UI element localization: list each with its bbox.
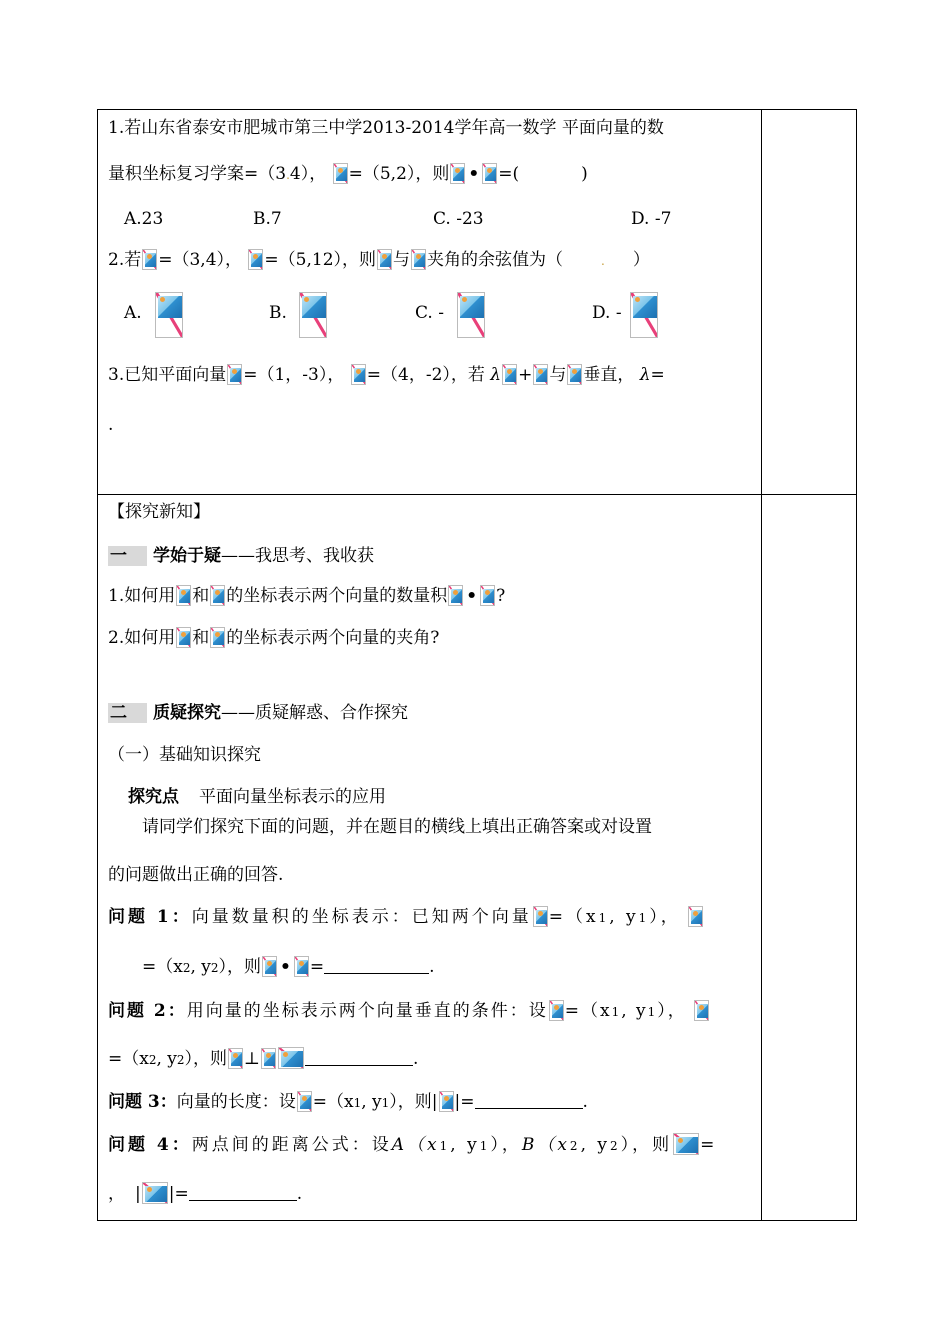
vector-b-image-icon [480,585,495,606]
vector-b-image-icon [210,585,225,606]
answer-blank-4[interactable] [189,1182,297,1201]
problem1-eq-c: ）， [649,907,681,927]
vector-a-image-icon [450,163,465,184]
q2-text-b: =（3,4）， [158,250,243,270]
problem1-l2-a: =（x [142,957,183,977]
vector-a-image-icon [227,364,242,385]
vector-a-image-icon [549,1000,564,1021]
fraction-image-icon [457,292,485,338]
plus-sign: + [518,365,533,385]
problem4-end: . [296,1184,303,1204]
heading-two-tail: ——质疑解惑、合作探究 [221,703,408,723]
abs-bar: | [431,1092,438,1112]
section-title-text: 【探究新知】 [108,502,210,522]
problem1-l2-c: ），则 [218,957,262,977]
answer-blank-3[interactable] [475,1090,583,1109]
dot-operator: • [280,957,291,977]
mark-icon: . [286,168,290,182]
vector-a-image-icon [297,1091,312,1112]
q3-text-b: =（1，-3）， [243,365,345,385]
vector-a-image-icon [142,249,157,270]
vector-b-image-icon [688,906,703,927]
vector-b-image-icon [533,364,548,385]
vector-b-image-icon [482,163,497,184]
problem1-l2-b: , y [190,957,211,977]
vector-ab-image-icon [142,1182,168,1204]
q1-option-a: A.23 [124,209,164,229]
problem3-eq-c: ），则 [389,1092,432,1112]
vector-b-image-icon [333,163,348,184]
problem4-b: , y [450,1135,480,1155]
perpendicular-symbol: ⊥ [244,1049,261,1069]
fraction-image-icon [155,292,183,338]
vector-b-image-icon [694,1000,709,1021]
problem4-g: = [700,1135,718,1155]
q1-option-b: B.7 [253,209,282,229]
vector-ab-image-icon [673,1133,699,1155]
q1-option-d: D. -7 [631,209,672,229]
vector-a-image-icon [228,1048,243,1069]
problem4-l2-a: ， [108,1184,125,1204]
mark-icon: . [601,254,605,268]
subheading-text: （一）基础知识探究 [108,745,261,765]
heading-one-title: 学始于疑 [153,546,221,566]
lambda-symbol: λ [639,365,651,385]
condition-image-icon [278,1047,304,1069]
problem4-text: 两点间的距离公式：设 [191,1135,392,1155]
explore-point-text: 平面向量坐标表示的应用 [199,787,386,807]
q1-text-2b: 4）， [289,164,327,184]
intro-line1 [142,816,652,838]
problem1-label: 问题 1： [108,907,192,927]
vector-b-image-icon [294,956,309,977]
q1-text-2a: 量积坐标复习学案=（3 [108,164,287,184]
q3-period: . [108,415,114,435]
problem4-f: ），则 [620,1135,673,1155]
q2-line [108,249,650,272]
q3-text-d: 与 [549,365,567,385]
problem2-line1: 问题 2：用向量的坐标表示两个向量垂直的条件：设 =（x1, y1）， [108,1000,710,1023]
q2-option-a: A. [124,303,142,323]
vector-a-image-icon [176,627,191,648]
vector-a-image-icon [448,585,463,606]
fraction-image-icon [630,292,658,338]
q3-text-e: 垂直， [583,365,635,385]
lambda-symbol: λ [490,365,502,385]
q2-text-c: =（5,12），则 [264,250,377,270]
problem2-l2-c: ），则 [184,1049,228,1069]
heading-two-label: 二 [108,703,147,723]
problem4-l2-b: |= [168,1184,189,1204]
problem4-line2 [108,1182,302,1205]
q2-text-a: 2.若 [108,250,142,270]
problem1-eq-b: , y [609,907,639,927]
explore-point-label: 探究点 [128,787,179,807]
q1-text-1: 1.若山东省泰安市肥城市第三中学2013-2014学年高一数学 平面向量的数 [108,118,664,138]
q1-line1 [108,117,664,139]
problem1-line1: 问题 1：向量数量积的坐标表示：已知两个向量 =（x1, y1）， [108,906,704,929]
q3-line2 [108,414,113,436]
problem3-text: 向量的长度：设 [176,1092,296,1112]
vector-b-image-icon [411,249,426,270]
heading-one-label: 一 [108,546,147,566]
study-q1 [108,585,505,607]
q2-option-d: D. - [592,303,622,323]
heading-one-tail: ——我思考、我收获 [221,546,374,566]
problem4-c: ）， [490,1135,522,1155]
vector-a-image-icon [262,956,277,977]
intro-line2 [108,864,283,886]
study-q2-c: 的坐标表示两个向量的夹角? [226,628,440,648]
point-b: B（x [521,1135,570,1155]
problem2-end: . [413,1049,419,1069]
study-q2 [108,627,439,649]
study-q1-c: 的坐标表示两个向量的数量积 [226,586,448,606]
q2-text-e: 夹角的余弦值为（ [427,250,564,270]
q1-text-2e: ) [581,164,588,184]
problem3-label: 问题 3： [108,1092,177,1112]
vector-b-image-icon [351,364,366,385]
problem2-l2-b: , y [156,1049,177,1069]
problem1-line2: =（x2, y2），则 • = . [142,957,435,977]
q2-option-b: B. [269,303,287,323]
q2-option-c: C. - [415,303,444,323]
vector-a-image-icon [439,1091,454,1112]
point-a: A（x [391,1135,440,1155]
answer-blank-1[interactable] [324,955,429,974]
answer-blank-2[interactable] [305,1047,413,1066]
column-divider [761,109,762,1221]
problem3-eq-b: , y [361,1092,382,1112]
vector-a-image-icon [567,364,582,385]
study-q2-a: 2.如何用 [108,628,176,648]
q2-text-f: ） [632,250,650,270]
intro-text-1: 请同学们探究下面的问题，并在题目的横线上填出正确答案或对设置 [142,817,652,837]
abs-bar: | [135,1184,141,1204]
heading-one [108,545,374,567]
vector-a-image-icon [176,585,191,606]
problem2-eq-c: ）， [657,1001,687,1021]
q3-text-a: 3.已知平面向量 [108,365,227,385]
intro-text-2: 的问题做出正确的回答. [108,865,284,885]
problem2-eq-b: , y [621,1001,648,1021]
study-q2-b: 和 [192,628,210,648]
q3-text-c: =（4，-2），若 [366,365,485,385]
problem2-text: 用向量的坐标表示两个向量垂直的条件：设 [186,1001,548,1021]
q1-line2 [108,163,588,186]
problem2-line2: =（x2, y2），则 ⊥ . [108,1049,419,1069]
section-title [108,501,210,523]
study-q1-b: 和 [192,586,210,606]
problem1-eq-a: =（x [548,907,599,927]
q1-option-c: C. -23 [433,209,484,229]
problem2-label: 问题 2： [108,1001,187,1021]
problem1-l2-d: = [309,957,325,977]
problem3-end: . [582,1092,588,1112]
problem4-label: 问题 4： [108,1135,192,1155]
q3-text-f: = [650,365,665,385]
study-q1-d: ? [496,586,506,606]
fraction-image-icon [299,292,327,338]
dot-operator: • [468,164,480,184]
vector-a-image-icon [377,249,392,270]
vector-a-image-icon [533,906,548,927]
problem4-e: , y [580,1135,610,1155]
problem3-eq-a: =（x [312,1092,354,1112]
subheading [108,744,261,766]
problem4-line1: 问题 4：两点间的距离公式：设A（x1, y1），B（x2, y2），则 = [108,1135,718,1155]
vector-a-image-icon [502,364,517,385]
problem3-line: 问题 3：向量的长度：设 =（x1, y1），则| |= . [108,1092,588,1112]
problem2-eq-a: =（x [564,1001,612,1021]
explore-point [128,786,386,808]
q1-text-2d: =( [498,164,520,184]
problem1-l2-e: . [429,957,435,977]
problem1-text: 向量数量积的坐标表示：已知两个向量 [191,907,532,927]
problem3-abs: |= [454,1092,475,1112]
study-q1-a: 1.如何用 [108,586,176,606]
q2-text-d: 与 [393,250,411,270]
heading-two-title: 质疑探究 [153,703,221,723]
q2-options [124,292,724,342]
dot-operator: • [466,586,478,606]
problem2-l2-a: =（x [108,1049,149,1069]
vector-b-image-icon [261,1048,276,1069]
q1-text-2c: =（5,2），则 [348,164,450,184]
heading-two [108,702,408,724]
q3-line [108,364,665,386]
row-divider [97,494,857,495]
vector-b-image-icon [248,249,263,270]
vector-b-image-icon [210,627,225,648]
